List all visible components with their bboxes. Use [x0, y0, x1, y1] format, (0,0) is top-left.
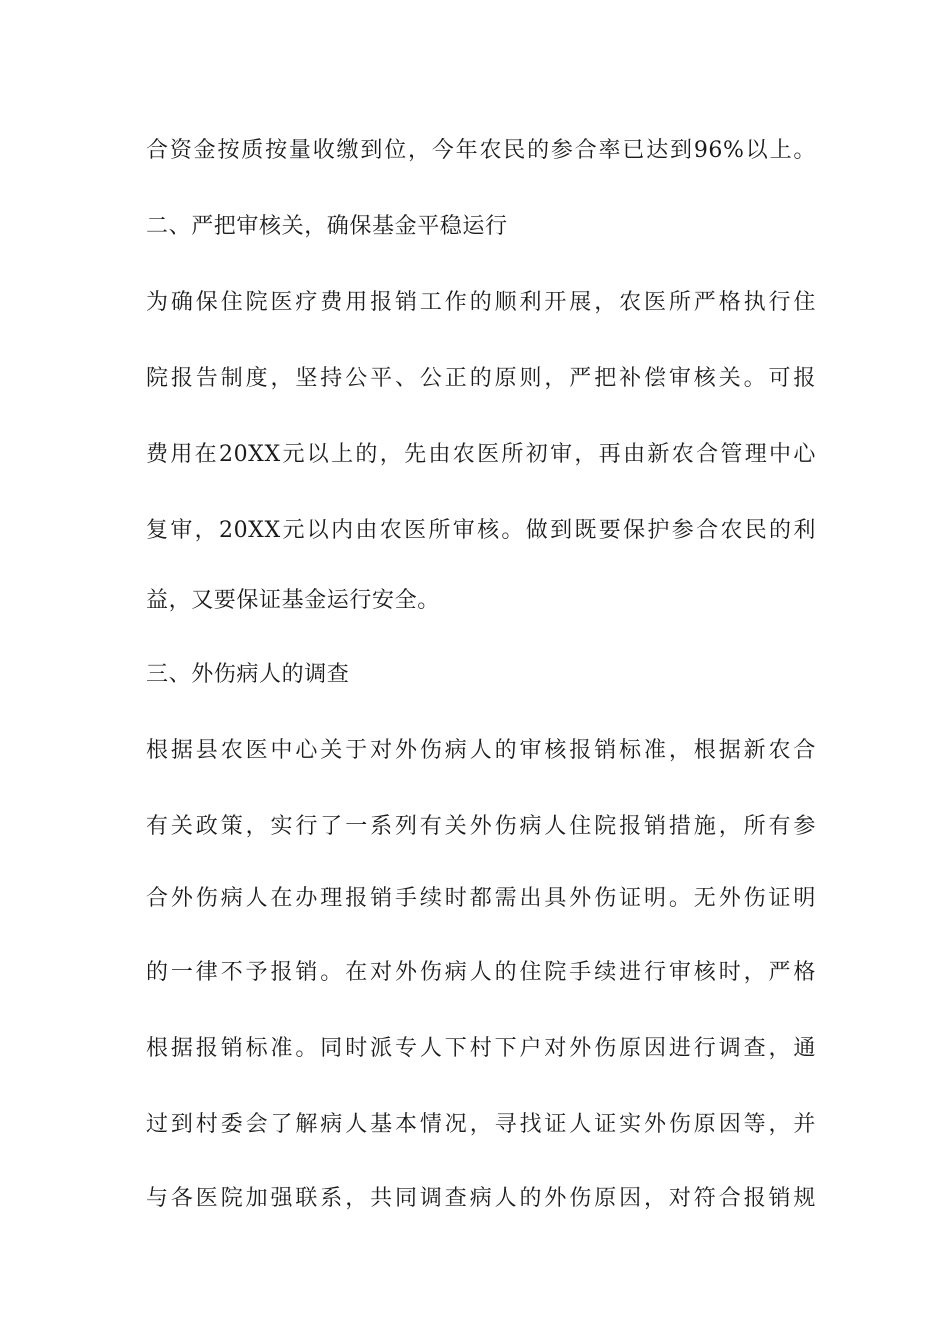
text-line-9: 根据县农医中心关于对外伤病人的审核报销标准，根据新农合 — [146, 738, 816, 763]
text-line-6: 复审，20XX元以内由农医所审核。做到既要保护参合农民的利 — [146, 518, 816, 543]
section-heading-3: 三、外伤病人的调查 — [146, 662, 350, 687]
text-line-3: 为确保住院医疗费用报销工作的顺利开展，农医所严格执行住 — [146, 290, 816, 315]
text-line-4: 院报告制度，坚持公平、公正的原则，严把补偿审核关。可报 — [146, 366, 816, 391]
text-line-10: 有关政策，实行了一系列有关外伤病人住院报销措施，所有参 — [146, 814, 816, 839]
text-line-5: 费用在20XX元以上的，先由农医所初审，再由新农合管理中心 — [146, 442, 816, 467]
text-line-11: 合外伤病人在办理报销手续时都需出具外伤证明。无外伤证明 — [146, 886, 816, 911]
text-line-1: 合资金按质按量收缴到位，今年农民的参合率已达到96%以上。 — [146, 138, 816, 163]
text-line-13: 根据报销标准。同时派专人下村下户对外伤原因进行调查，通 — [146, 1036, 816, 1061]
text-line-7: 益，又要保证基金运行安全。 — [146, 588, 440, 613]
text-line-14: 过到村委会了解病人基本情况，寻找证人证实外伤原因等，并 — [146, 1112, 816, 1137]
section-heading-2: 二、严把审核关，确保基金平稳运行 — [146, 214, 508, 239]
text-line-15: 与各医院加强联系，共同调查病人的外伤原因，对符合报销规 — [146, 1186, 816, 1211]
text-line-12: 的一律不予报销。在对外伤病人的住院手续进行审核时，严格 — [146, 960, 816, 985]
